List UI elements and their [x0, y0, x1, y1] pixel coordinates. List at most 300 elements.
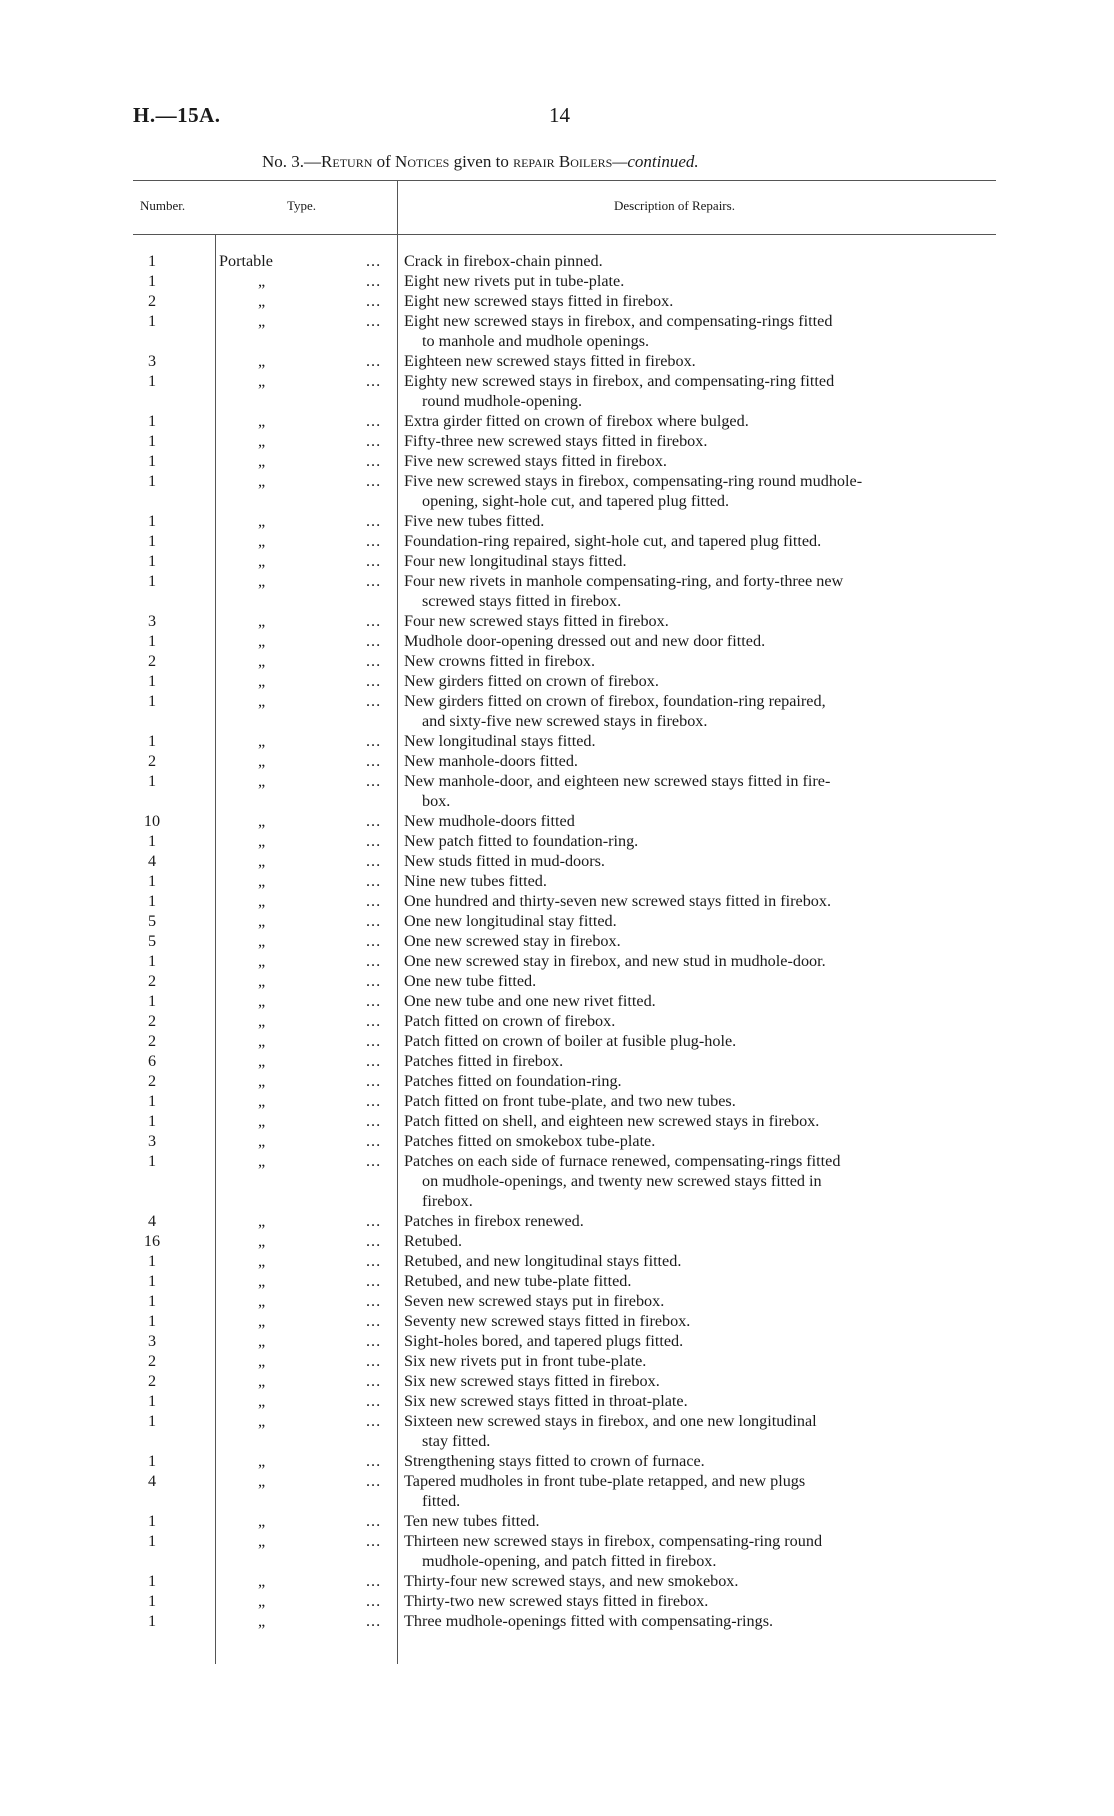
- row-number: 1: [147, 1312, 157, 1330]
- table-row: [0, 671, 1114, 691]
- row-number: 4: [147, 852, 157, 870]
- row-description: [404, 1011, 988, 1031]
- row-description-line: Six new rivets put in front tube-plate.: [404, 1352, 647, 1370]
- row-leader-dots: ...: [366, 672, 382, 690]
- row-type-ditto: „: [258, 852, 266, 870]
- row-number: 2: [147, 1032, 157, 1050]
- row-description-line: Patches fitted on foundation-ring.: [404, 1072, 622, 1090]
- row-description: [404, 1111, 988, 1131]
- row-number: 1: [147, 992, 157, 1010]
- row-leader-dots: ...: [366, 1472, 382, 1490]
- row-description: [404, 531, 988, 551]
- table-row: [0, 1391, 1114, 1411]
- row-description: [404, 1091, 988, 1111]
- row-description: [404, 811, 988, 831]
- row-number: 1: [147, 1272, 157, 1290]
- row-number: 1: [147, 512, 157, 530]
- caption-notices: Notices: [395, 152, 450, 171]
- row-type-ditto: „: [258, 752, 266, 770]
- table-row: [0, 1031, 1114, 1051]
- row-number: 1: [147, 1572, 157, 1590]
- caption-repair: repair: [513, 152, 555, 171]
- row-leader-dots: ...: [366, 1512, 382, 1530]
- row-type-ditto: „: [258, 1252, 266, 1270]
- row-leader-dots: ...: [366, 1132, 382, 1150]
- row-description-line: Patches on each side of furnace renewed, compensating-rings fitted: [404, 1152, 841, 1170]
- row-number: 1: [147, 772, 157, 790]
- row-number: 1: [147, 892, 157, 910]
- row-description-line: Seven new screwed stays put in firebox.: [404, 1292, 665, 1310]
- row-description: [404, 1611, 988, 1631]
- table-caption: [262, 152, 699, 172]
- row-description-line: Thirteen new screwed stays in firebox, compensating-ring round: [404, 1532, 823, 1550]
- row-description-line: Six new screwed stays fitted in throat-plate.: [404, 1392, 688, 1410]
- table-row: [0, 251, 1114, 271]
- table-row: [0, 771, 1114, 811]
- table-row: [0, 1111, 1114, 1131]
- table-row: [0, 1371, 1114, 1391]
- caption-prefix: No. 3.—: [262, 152, 322, 171]
- row-description: [404, 1351, 988, 1371]
- row-leader-dots: ...: [366, 472, 382, 490]
- row-leader-dots: ...: [366, 452, 382, 470]
- table-row: [0, 831, 1114, 851]
- row-leader-dots: ...: [366, 1272, 382, 1290]
- row-leader-dots: ...: [366, 752, 382, 770]
- row-description-line: Fifty-three new screwed stays fitted in firebox.: [404, 432, 708, 450]
- row-number: 10: [143, 812, 161, 830]
- row-description: [404, 1251, 988, 1271]
- row-number: 2: [147, 1072, 157, 1090]
- table-row: [0, 1471, 1114, 1511]
- row-type-ditto: „: [258, 1372, 266, 1390]
- table-row: [0, 531, 1114, 551]
- row-description: [404, 1151, 988, 1211]
- table-row: [0, 571, 1114, 611]
- column-header-type: Type.: [287, 198, 317, 213]
- table-row: [0, 1571, 1114, 1591]
- row-type-ditto: „: [258, 1592, 266, 1610]
- row-leader-dots: ...: [366, 992, 382, 1010]
- row-type-ditto: „: [258, 572, 266, 590]
- row-leader-dots: ...: [366, 812, 382, 830]
- row-description-line: Patch fitted on shell, and eighteen new screwed stays in firebox.: [404, 1112, 820, 1130]
- row-leader-dots: ...: [366, 1612, 382, 1630]
- row-description: [404, 831, 988, 851]
- row-type-ditto: „: [258, 992, 266, 1010]
- row-type-ditto: „: [258, 1332, 266, 1350]
- row-number: 4: [147, 1472, 157, 1490]
- repairs-table: [0, 251, 1114, 1631]
- row-description-line: Patch fitted on crown of firebox.: [404, 1012, 616, 1030]
- row-description: [404, 1471, 988, 1511]
- row-number: 1: [147, 632, 157, 650]
- row-number: 1: [147, 1612, 157, 1630]
- row-description-line: Eighty new screwed stays in firebox, and compensating-ring fitted: [404, 372, 835, 390]
- row-number: 1: [147, 572, 157, 590]
- row-leader-dots: ...: [366, 1292, 382, 1310]
- table-row: [0, 1231, 1114, 1251]
- row-description: [404, 511, 988, 531]
- row-type-ditto: „: [258, 832, 266, 850]
- row-number: 5: [147, 932, 157, 950]
- row-description: [404, 991, 988, 1011]
- row-type-ditto: „: [258, 1032, 266, 1050]
- row-description: [404, 651, 988, 671]
- table-row: [0, 1351, 1114, 1371]
- row-type-ditto: „: [258, 612, 266, 630]
- table-row: [0, 731, 1114, 751]
- row-description: [404, 731, 988, 751]
- row-description-line: One new screwed stay in firebox, and new stud in mudhole-door.: [404, 952, 826, 970]
- row-description: [404, 671, 988, 691]
- row-description-line: One new screwed stay in firebox.: [404, 932, 621, 950]
- row-description-line: Eight new rivets put in tube-plate.: [404, 272, 625, 290]
- row-type-ditto: „: [258, 1012, 266, 1030]
- row-number: 1: [147, 1252, 157, 1270]
- column-header-description: Description of Repairs.: [614, 198, 735, 213]
- row-number: 1: [147, 692, 157, 710]
- table-row: [0, 271, 1114, 291]
- row-number: 1: [147, 452, 157, 470]
- row-number: 1: [147, 1112, 157, 1130]
- row-description-continuation: to manhole and mudhole openings.: [422, 332, 650, 350]
- row-number: 1: [147, 1452, 157, 1470]
- caption-continued: —continued.: [612, 152, 699, 171]
- table-row: [0, 371, 1114, 411]
- table-row: [0, 1291, 1114, 1311]
- row-description-line: Crack in firebox-chain pinned.: [404, 252, 603, 270]
- row-description: [404, 1371, 988, 1391]
- row-description-line: Retubed.: [404, 1232, 462, 1250]
- row-number: 1: [147, 432, 157, 450]
- table-row: [0, 431, 1114, 451]
- row-description: [404, 751, 988, 771]
- row-number: 1: [147, 1512, 157, 1530]
- row-description-line: Patch fitted on front tube-plate, and two new tubes.: [404, 1092, 736, 1110]
- row-type-ditto: „: [258, 872, 266, 890]
- row-description-line: Sixteen new screwed stays in firebox, and one new longitudinal: [404, 1412, 817, 1430]
- row-description-line: One new tube and one new rivet fitted.: [404, 992, 656, 1010]
- table-row: [0, 691, 1114, 731]
- table-row: [0, 971, 1114, 991]
- row-leader-dots: ...: [366, 612, 382, 630]
- row-description: [404, 931, 988, 951]
- row-leader-dots: ...: [366, 772, 382, 790]
- row-description: [404, 611, 988, 631]
- table-row: [0, 631, 1114, 651]
- row-leader-dots: ...: [366, 552, 382, 570]
- row-type-ditto: „: [258, 972, 266, 990]
- row-leader-dots: ...: [366, 1412, 382, 1430]
- table-row: [0, 1051, 1114, 1071]
- row-description-line: Foundation-ring repaired, sight-hole cut, and tapered plug fitted.: [404, 532, 822, 550]
- row-description-line: Strengthening stays fitted to crown of furnace.: [404, 1452, 705, 1470]
- row-type-ditto: „: [258, 452, 266, 470]
- page-number: 14: [549, 103, 570, 127]
- row-type-ditto: „: [258, 372, 266, 390]
- row-description: [404, 1391, 988, 1411]
- row-number: 1: [147, 552, 157, 570]
- row-leader-dots: ...: [366, 272, 382, 290]
- row-description: [404, 311, 988, 351]
- row-number: 1: [147, 532, 157, 550]
- row-number: 3: [147, 612, 157, 630]
- row-description-line: New manhole-doors fitted.: [404, 752, 578, 770]
- header-bottom-rule: [133, 234, 996, 235]
- table-row: [0, 551, 1114, 571]
- row-number: 1: [147, 672, 157, 690]
- row-type-ditto: „: [258, 432, 266, 450]
- row-type-ditto: „: [258, 1312, 266, 1330]
- row-description-line: Five new screwed stays in firebox, compensating-ring round mudhole-: [404, 472, 863, 490]
- row-leader-dots: ...: [366, 312, 382, 330]
- row-type-ditto: „: [258, 312, 266, 330]
- table-row: [0, 611, 1114, 631]
- row-number: 1: [147, 472, 157, 490]
- row-type-ditto: „: [258, 1072, 266, 1090]
- row-type-ditto: „: [258, 472, 266, 490]
- row-leader-dots: ...: [366, 1392, 382, 1410]
- row-description: [404, 1571, 988, 1591]
- row-description-continuation: round mudhole-opening.: [422, 392, 583, 410]
- row-type-ditto: „: [258, 1512, 266, 1530]
- row-number: 1: [147, 1092, 157, 1110]
- table-row: [0, 951, 1114, 971]
- row-description: [404, 1051, 988, 1071]
- row-description: [404, 1071, 988, 1091]
- row-description-line: Tapered mudholes in front tube-plate retapped, and new plugs: [404, 1472, 806, 1490]
- row-description: [404, 771, 988, 811]
- table-row: [0, 1411, 1114, 1451]
- table-row: [0, 651, 1114, 671]
- row-type-ditto: „: [258, 1132, 266, 1150]
- row-description-line: Ten new tubes fitted.: [404, 1512, 540, 1530]
- row-description-line: New girders fitted on crown of firebox.: [404, 672, 659, 690]
- row-description-line: Thirty-two new screwed stays fitted in firebox.: [404, 1592, 709, 1610]
- row-description: [404, 851, 988, 871]
- row-leader-dots: ...: [366, 1452, 382, 1470]
- row-leader-dots: ...: [366, 1332, 382, 1350]
- row-number: 2: [147, 652, 157, 670]
- row-description: [404, 1291, 988, 1311]
- row-description-line: Sight-holes bored, and tapered plugs fitted.: [404, 1332, 684, 1350]
- row-type-ditto: „: [258, 732, 266, 750]
- row-description: [404, 271, 988, 291]
- row-description: [404, 631, 988, 651]
- row-type-ditto: „: [258, 772, 266, 790]
- row-leader-dots: ...: [366, 1032, 382, 1050]
- row-description-continuation: mudhole-opening, and patch fitted in firebox.: [422, 1552, 717, 1570]
- row-leader-dots: ...: [366, 572, 382, 590]
- table-row: [0, 1331, 1114, 1351]
- row-description-line: One new longitudinal stay fitted.: [404, 912, 617, 930]
- row-type-ditto: „: [258, 692, 266, 710]
- row-type-ditto: „: [258, 952, 266, 970]
- row-leader-dots: ...: [366, 1352, 382, 1370]
- row-description-line: New longitudinal stays fitted.: [404, 732, 596, 750]
- table-row: [0, 291, 1114, 311]
- table-row: [0, 311, 1114, 351]
- table-row: [0, 1071, 1114, 1091]
- row-type-ditto: „: [258, 1612, 266, 1630]
- table-row: [0, 1151, 1114, 1211]
- row-leader-dots: ...: [366, 732, 382, 750]
- row-leader-dots: ...: [366, 1532, 382, 1550]
- row-description-line: Five new screwed stays fitted in firebox.: [404, 452, 667, 470]
- row-type-ditto: „: [258, 272, 266, 290]
- row-leader-dots: ...: [366, 872, 382, 890]
- row-leader-dots: ...: [366, 1572, 382, 1590]
- row-description-line: Four new screwed stays fitted in firebox.: [404, 612, 669, 630]
- row-number: 1: [147, 372, 157, 390]
- row-number: 1: [147, 952, 157, 970]
- row-number: 1: [147, 1152, 157, 1170]
- row-description: [404, 351, 988, 371]
- row-description-line: Thirty-four new screwed stays, and new smokebox.: [404, 1572, 739, 1590]
- row-leader-dots: ...: [366, 892, 382, 910]
- row-leader-dots: ...: [366, 1212, 382, 1230]
- row-number: 1: [147, 412, 157, 430]
- row-number: 1: [147, 252, 157, 270]
- table-row: [0, 351, 1114, 371]
- row-number: 1: [147, 1392, 157, 1410]
- row-description-line: Eight new screwed stays fitted in firebox.: [404, 292, 674, 310]
- row-leader-dots: ...: [366, 932, 382, 950]
- row-number: 1: [147, 272, 157, 290]
- row-description: [404, 411, 988, 431]
- row-type-ditto: „: [258, 652, 266, 670]
- row-description-line: Patches fitted on smokebox tube-plate.: [404, 1132, 656, 1150]
- row-description: [404, 891, 988, 911]
- row-description-line: New crowns fitted in firebox.: [404, 652, 596, 670]
- row-type-ditto: „: [258, 1392, 266, 1410]
- row-leader-dots: ...: [366, 432, 382, 450]
- table-row: [0, 1011, 1114, 1031]
- row-number: 1: [147, 872, 157, 890]
- row-description-line: Eighteen new screwed stays fitted in firebox.: [404, 352, 696, 370]
- table-row: [0, 451, 1114, 471]
- row-leader-dots: ...: [366, 1092, 382, 1110]
- caption-given: given to: [449, 152, 514, 171]
- row-number: 1: [147, 732, 157, 750]
- row-description-line: Extra girder fitted on crown of firebox where bulged.: [404, 412, 749, 430]
- row-type-ditto: „: [258, 412, 266, 430]
- row-type-ditto: „: [258, 1112, 266, 1130]
- row-type-ditto: „: [258, 1472, 266, 1490]
- row-number: 3: [147, 352, 157, 370]
- row-number: 6: [147, 1052, 157, 1070]
- row-description-line: Retubed, and new tube-plate fitted.: [404, 1272, 632, 1290]
- row-description-line: Patch fitted on crown of boiler at fusible plug-hole.: [404, 1032, 737, 1050]
- row-leader-dots: ...: [366, 832, 382, 850]
- row-description: [404, 1331, 988, 1351]
- row-description-line: Six new screwed stays fitted in firebox.: [404, 1372, 660, 1390]
- row-description-continuation: screwed stays fitted in firebox.: [422, 592, 622, 610]
- row-type-ditto: „: [258, 1452, 266, 1470]
- row-description: [404, 571, 988, 611]
- row-type-ditto: „: [258, 1052, 266, 1070]
- row-number: 2: [147, 752, 157, 770]
- row-number: 2: [147, 1352, 157, 1370]
- row-description-continuation: on mudhole-openings, and twenty new screwed stays fitted in: [422, 1172, 822, 1190]
- row-type-ditto: „: [258, 292, 266, 310]
- row-description: [404, 1451, 988, 1471]
- table-row: [0, 871, 1114, 891]
- page-identifier: H.—15A.: [133, 103, 221, 127]
- row-type-ditto: „: [258, 1292, 266, 1310]
- row-description-line: New patch fitted to foundation-ring.: [404, 832, 639, 850]
- row-leader-dots: ...: [366, 1252, 382, 1270]
- row-number: 2: [147, 1012, 157, 1030]
- table-row: [0, 751, 1114, 771]
- row-leader-dots: ...: [366, 372, 382, 390]
- table-row: [0, 1611, 1114, 1631]
- row-leader-dots: ...: [366, 1232, 382, 1250]
- row-leader-dots: ...: [366, 512, 382, 530]
- row-number: 1: [147, 1412, 157, 1430]
- row-description-line: Five new tubes fitted.: [404, 512, 545, 530]
- table-row: [0, 1311, 1114, 1331]
- row-description-continuation: opening, sight-hole cut, and tapered plug fitted.: [422, 492, 730, 510]
- row-description: [404, 1411, 988, 1451]
- row-leader-dots: ...: [366, 1112, 382, 1130]
- row-description: [404, 291, 988, 311]
- row-description: [404, 1131, 988, 1151]
- row-description-line: Patches in firebox renewed.: [404, 1212, 584, 1230]
- row-description: [404, 451, 988, 471]
- row-leader-dots: ...: [366, 252, 382, 270]
- table-row: [0, 471, 1114, 511]
- row-number: 2: [147, 972, 157, 990]
- row-number: 4: [147, 1212, 157, 1230]
- row-description-line: One hundred and thirty-seven new screwed stays fitted in firebox.: [404, 892, 832, 910]
- row-description: [404, 691, 988, 731]
- row-leader-dots: ...: [366, 412, 382, 430]
- row-description-line: Seventy new screwed stays fitted in firebox.: [404, 1312, 691, 1330]
- row-type-ditto: „: [258, 1572, 266, 1590]
- row-number: 1: [147, 832, 157, 850]
- row-type-ditto: „: [258, 1092, 266, 1110]
- row-number: 2: [147, 1372, 157, 1390]
- row-description: [404, 1511, 988, 1531]
- row-leader-dots: ...: [366, 912, 382, 930]
- table-row: [0, 851, 1114, 871]
- table-row: [0, 1251, 1114, 1271]
- row-number: 1: [147, 1532, 157, 1550]
- row-type-ditto: „: [258, 1352, 266, 1370]
- row-number: 3: [147, 1132, 157, 1150]
- row-leader-dots: ...: [366, 352, 382, 370]
- row-description-line: Four new longitudinal stays fitted.: [404, 552, 627, 570]
- row-type-ditto: „: [258, 892, 266, 910]
- row-description-line: Eight new screwed stays in firebox, and compensating-rings fitted: [404, 312, 833, 330]
- row-description: [404, 251, 988, 271]
- row-type-ditto: „: [258, 512, 266, 530]
- table-row: [0, 511, 1114, 531]
- row-description: [404, 431, 988, 451]
- row-type: Portable: [219, 252, 273, 270]
- row-description: [404, 971, 988, 991]
- row-type-ditto: „: [258, 672, 266, 690]
- table-row: [0, 991, 1114, 1011]
- row-leader-dots: ...: [366, 292, 382, 310]
- row-description: [404, 471, 988, 511]
- row-type-ditto: „: [258, 632, 266, 650]
- row-description: [404, 1271, 988, 1291]
- row-description-line: Nine new tubes fitted.: [404, 872, 547, 890]
- row-leader-dots: ...: [366, 652, 382, 670]
